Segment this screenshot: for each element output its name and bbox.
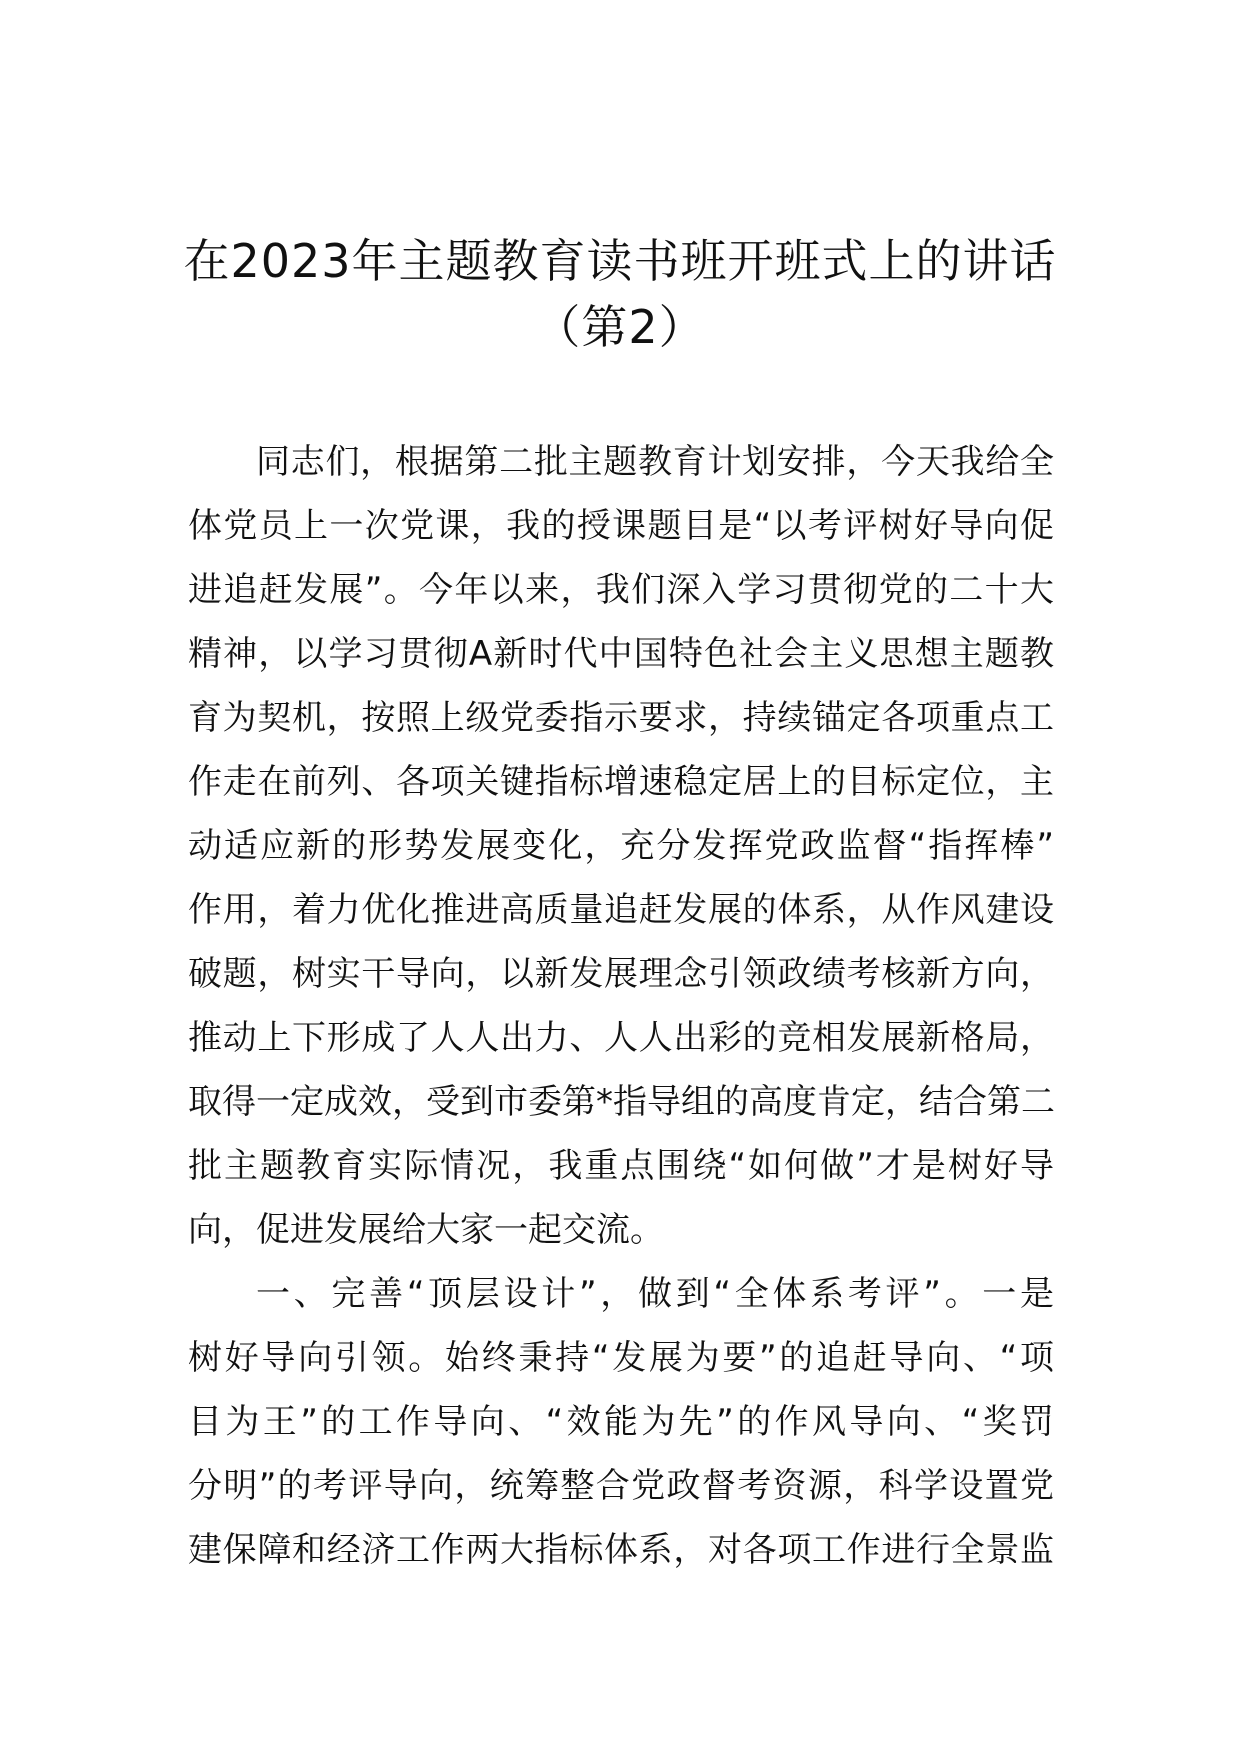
body-line: 同志们，根据第二批主题教育计划安排，今天我给全: [256, 442, 1054, 482]
body-line: 进追赶发展”。今年以来，我们深入学习贯彻党的二十大: [188, 570, 1054, 610]
body-line: 破题，树实干导向，以新发展理念引领政绩考核新方向，: [188, 954, 1054, 994]
body-line: 目为王”的工作导向、“效能为先”的作风导向、“奖罚: [188, 1402, 1054, 1442]
title-line-1: 在2023年主题教育读书班开班式上的讲话: [183, 234, 1057, 288]
body-line: 向，促进发展给大家一起交流。: [188, 1210, 664, 1250]
body-line: 推动上下形成了人人出力、人人出彩的竞相发展新格局，: [188, 1018, 1054, 1058]
body-line: 取得一定成效，受到市委第*指导组的高度肯定，结合第二: [188, 1082, 1055, 1122]
body-line: 分明”的考评导向，统筹整合党政督考资源，科学设置党: [188, 1466, 1054, 1506]
body-line: 育为契机，按照上级党委指示要求，持续锚定各项重点工: [188, 698, 1054, 738]
body-line: 作走在前列、各项关键指标增速稳定居上的目标定位，主: [188, 762, 1054, 802]
body-line: 作用，着力优化推进高质量追赶发展的体系，从作风建设: [188, 890, 1054, 930]
body-line: 体党员上一次党课，我的授课题目是“以考评树好导向促: [188, 506, 1054, 546]
title-line-2: （第2）: [534, 300, 706, 354]
body-text: [188, 430, 1054, 1582]
body-line: 动适应新的形势发展变化，充分发挥党政监督“指挥棒”: [188, 826, 1054, 866]
body-line: 一、完善“顶层设计”，做到“全体系考评”。一是: [256, 1274, 1054, 1314]
body-line: 树好导向引领。始终秉持“发展为要”的追赶导向、“项: [188, 1338, 1054, 1378]
body-line: 建保障和经济工作两大指标体系，对各项工作进行全景监: [188, 1530, 1054, 1570]
body-line: 批主题教育实际情况，我重点围绕“如何做”才是树好导: [188, 1146, 1054, 1186]
body-line: 精神，以学习贯彻A新时代中国特色社会主义思想主题教: [188, 634, 1054, 674]
page-title: [0, 228, 1240, 360]
